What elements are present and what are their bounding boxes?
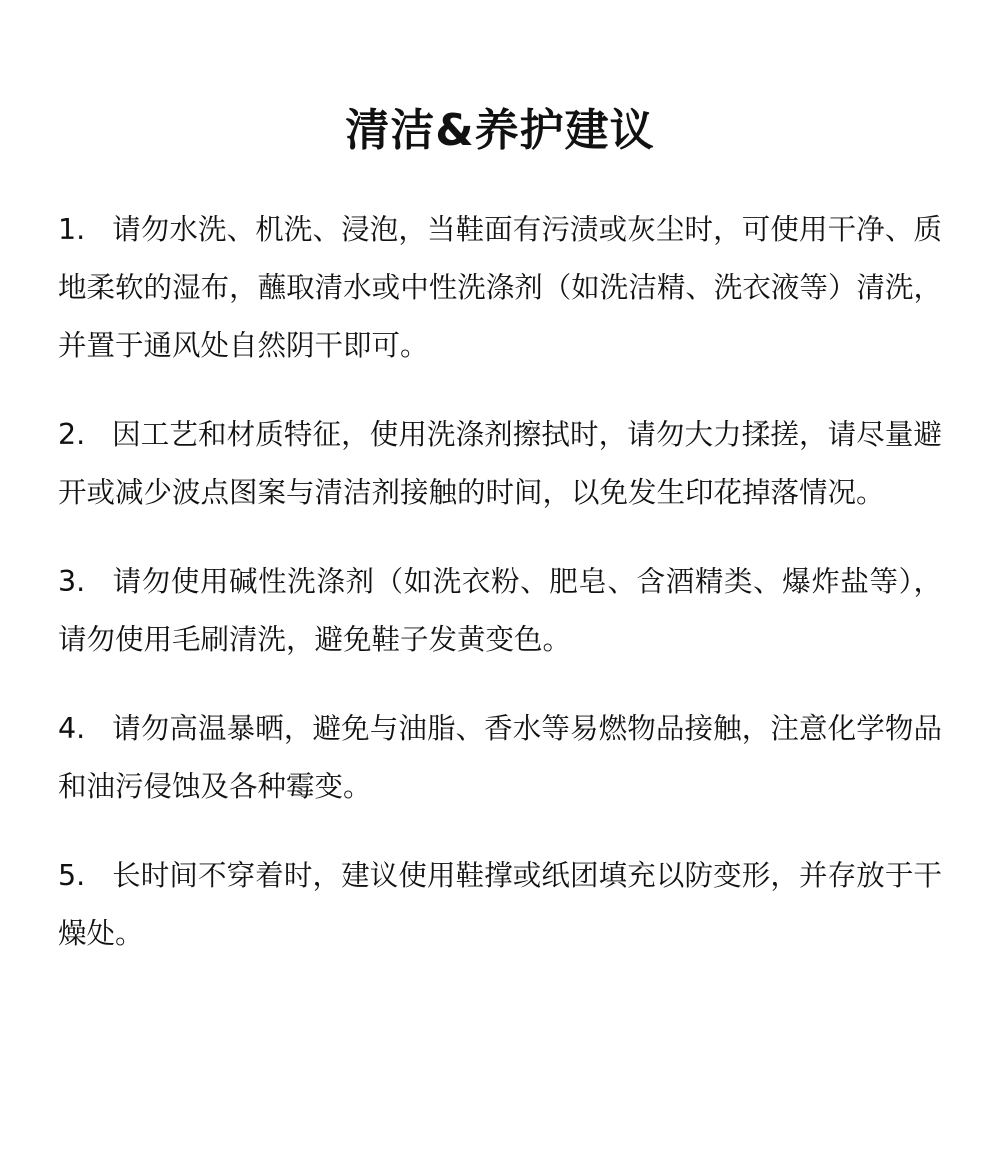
- care-instruction-item-5: [58, 847, 942, 963]
- item-text: 长时间不穿着时，建议使用鞋撑或纸团填充以防变形，并存放于干燥处。: [58, 859, 942, 950]
- care-instruction-item-1: [58, 201, 942, 375]
- item-number: 4.: [58, 712, 86, 745]
- item-number: 2.: [58, 418, 86, 451]
- care-instruction-item-4: [58, 700, 942, 816]
- care-instruction-item-3: [58, 553, 942, 669]
- care-instruction-item-2: [58, 406, 942, 522]
- item-number: 5.: [58, 859, 86, 892]
- item-text: 请勿高温暴晒，避免与油脂、香水等易燃物品接触，注意化学物品和油污侵蚀及各种霉变。: [58, 712, 942, 803]
- page-title: 清洁&养护建议: [345, 105, 655, 156]
- item-text: 因工艺和材质特征，使用洗涤剂擦拭时，请勿大力揉搓，请尽量避开或减少波点图案与清洁剂接触的时间，以免发生印花掉落情况。: [58, 418, 942, 509]
- item-number: 3.: [58, 565, 86, 598]
- item-text: 请勿使用碱性洗涤剂（如洗衣粉、肥皂、含酒精类、爆炸盐等），请勿使用毛刷清洗，避免鞋子发黄变色。: [58, 565, 942, 656]
- item-number: 1.: [58, 213, 86, 246]
- item-text: 请勿水洗、机洗、浸泡，当鞋面有污渍或灰尘时，可使用干净、质地柔软的湿布，蘸取清水或中性洗涤剂（如洗洁精、洗衣液等）清洗，并置于通风处自然阴干即可。: [58, 213, 942, 362]
- care-instructions-list: [58, 201, 942, 963]
